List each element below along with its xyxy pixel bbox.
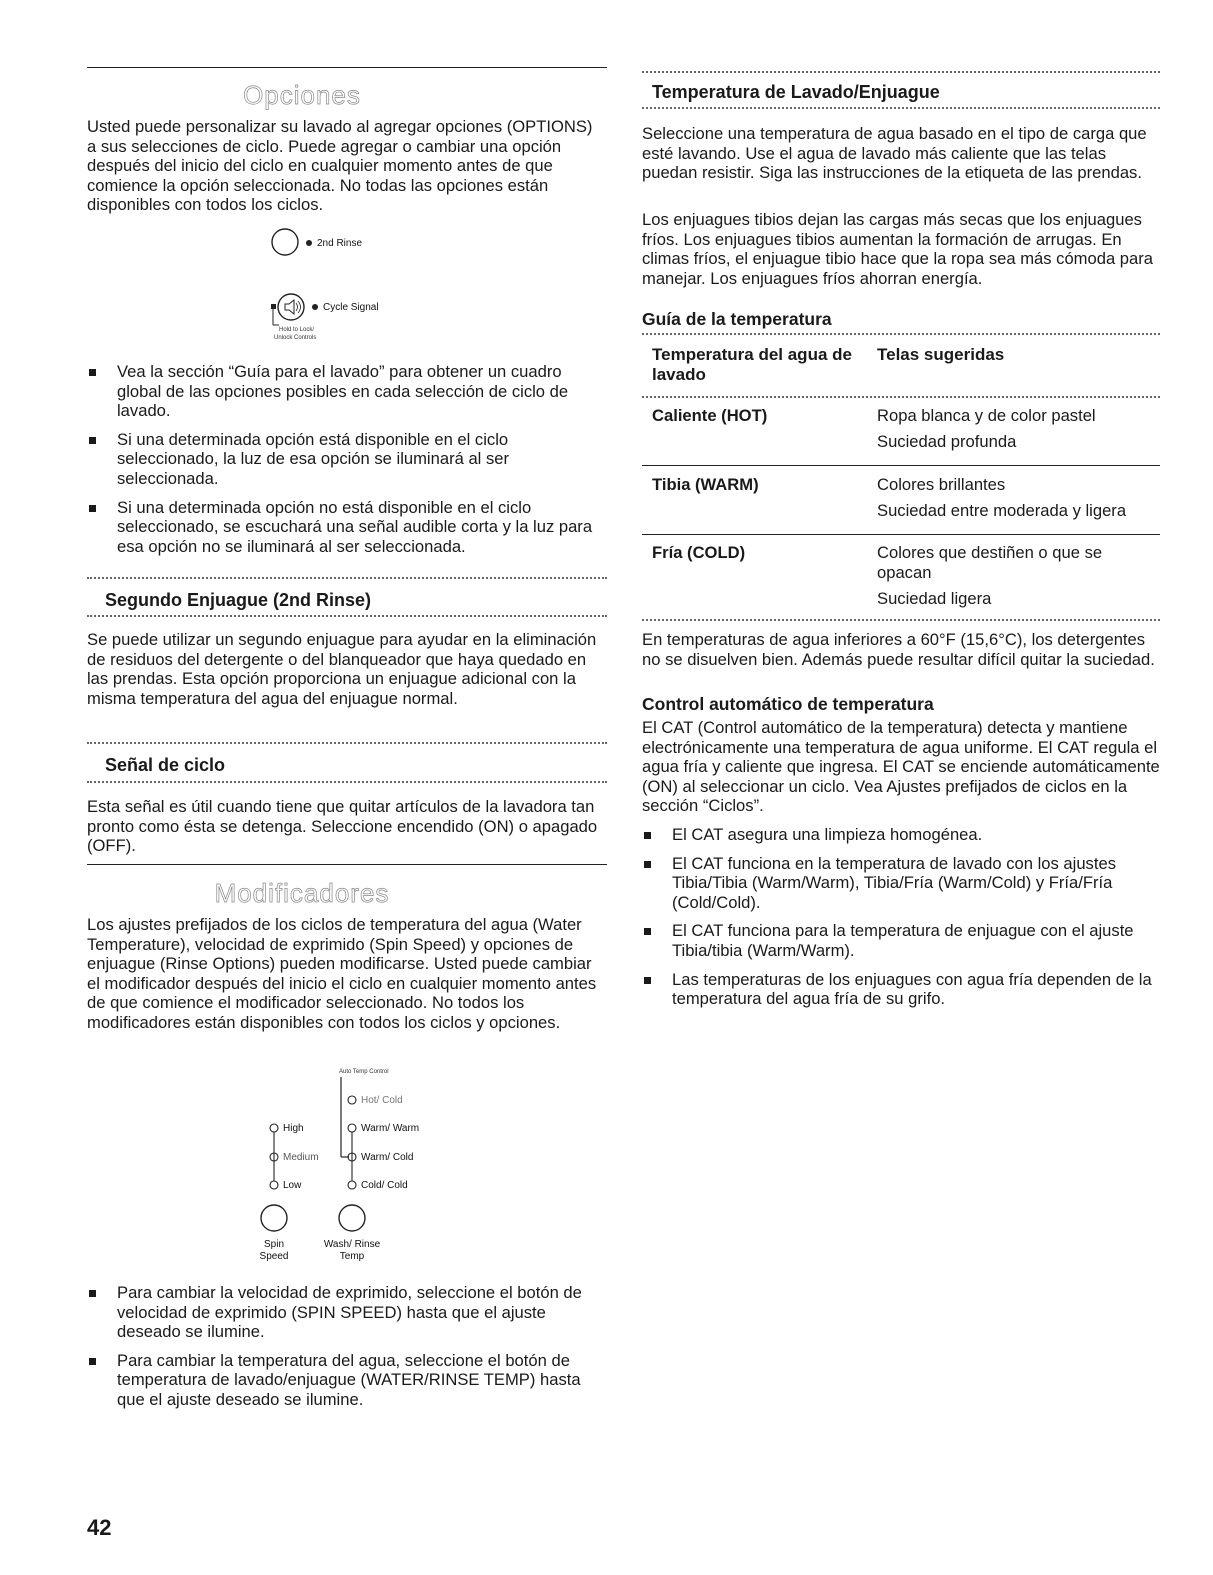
senal-ciclo-text: Esta señal es útil cuando tiene que quitar artículos de la lavadora tan pronto como ésta se detenga. Seleccione encendido (ON) o apagado (OFF). [87,797,598,856]
divider [87,864,607,865]
modificadores-bullets [87,1283,607,1410]
divider [642,534,1160,535]
divider [87,67,607,68]
guia-temperatura-heading: Guía de la temperatura [642,309,832,329]
divider [642,396,1160,398]
wash-rinse-temp-button-icon [339,1205,365,1231]
divider [87,615,607,617]
temperatura-p2: Los enjuagues tibios dejan las cargas más secas que los enjuagues fríos. Los enjuagues tibios aumentan la formación de arrugas. En climas fríos, el enjuague tibio hace que la ropa sea más cómoda para manejar. Los enjuagues fríos ahorran energía. [642,210,1154,288]
temperature-note: En temperaturas de agua inferiores a 60°F (15,6°C), los detergentes no se disuelven bien. Además puede resultar difícil quitar la suciedad. [642,630,1155,669]
cat-heading: Control automático de temperatura [642,694,934,714]
divider [642,107,1160,109]
2nd-rinse-label: 2nd Rinse [317,238,363,249]
lock-icon [271,304,276,309]
wash-rinse-label: Wash/ Rinse [323,1239,381,1250]
divider [87,781,607,783]
temperatura-heading: Temperatura de Lavado/Enjuague [652,82,940,102]
divider [642,619,1160,621]
cat-text: El CAT (Control automático de la temperatura) detecta y mantiene electrónicamente una temperatura de agua uniforme. El CAT regula el agua fría y caliente que ingresa. El CAT se enciende automáticamente (ON) al seleccionar un ciclo. Vea Ajustes prefijados de ciclos en la sección “Ciclos”. [642,718,1160,816]
page-number: 42 [87,1515,112,1540]
table-cell-fabric: Suciedad entre moderada y ligera [877,501,1127,520]
list-item: Las temperaturas de los enjuagues con agua fría dependen de la temperatura del agua fría de su grifo. [642,970,1160,1009]
list-item: Para cambiar la velocidad de exprimido, seleccione el botón de velocidad de exprimido (SPIN SPEED) hasta que el ajuste deseado se ilumine. [87,1283,607,1342]
list-item: El CAT asegura una limpieza homogénea. [642,825,1160,845]
table-cell-temp: Tibia (WARM) [652,475,759,494]
speed-label: Speed [259,1251,289,1262]
opciones-bullets [87,362,607,556]
table-cell-fabric: Suciedad ligera [877,589,992,608]
cycle-signal-label: Cycle Signal [323,302,379,313]
senal-ciclo-heading: Señal de ciclo [105,755,226,775]
cat-bullets [642,825,1160,1009]
modificadores-heading: Modificadores [214,878,390,908]
list-item: El CAT funciona en la temperatura de lavado con los ajustes Tibia/Tibia (Warm/Warm), Tibia/Fría (Warm/Cold) y Fría/Fría (Cold/Cold). [642,854,1160,913]
temperatura-p1: Seleccione una temperatura de agua basado en el tipo de carga que esté lavando. Use el agua de lavado más caliente que las telas puedan resistir. Siga las instrucciones de la etiqueta de las prendas. [642,124,1147,183]
list-item: Vea la sección “Guía para el lavado” para obtener un cuadro global de las opciones posibles en cada selección de ciclo de lavado. [87,362,607,421]
unlock-controls-label: Unlock Controls [274,335,317,341]
list-item: El CAT funciona para la temperatura de enjuague con el ajuste Tibia/tibia (Warm/Warm). [642,921,1160,960]
cold-cold-label: Cold/ Cold [361,1180,408,1191]
divider [642,71,1160,73]
spin-label: Spin [263,1239,285,1250]
table-header-fabrics: Telas sugeridas [877,345,1005,364]
temp-label: Temp [339,1251,365,1262]
option-buttons-figure [267,225,467,350]
modifiers-figure [257,1065,457,1270]
hold-to-lock-label: Hold to Lock/ [279,327,315,333]
warm-warm-label: Warm/ Warm [361,1123,420,1134]
table-header-temp: Temperatura del agua de lavado [652,345,852,384]
table-cell-fabric: Colores brillantes [877,475,1006,494]
divider [642,465,1160,466]
spin-speed-button-icon [261,1205,287,1231]
opciones-intro: Usted puede personalizar su lavado al agregar opciones (OPTIONS) a sus selecciones de ciclo. Puede agregar o cambiar una opción después del inicio del ciclo en cualquier momento antes de que comience la opción seleccionada. No todas las opciones están disponibles con todos los ciclos. [87,117,593,215]
modificadores-intro: Los ajustes prefijados de los ciclos de temperatura del agua (Water Temperature), velocidad de exprimido (Spin Speed) y opciones de enjuague (Rinse Options) pueden modificarse. Usted puede cambiar el modificador después del inicio el ciclo en cualquier momento antes de que comience el modificador seleccionado. No todos los modificadores están disponibles con todos los ciclos y opciones. [87,915,597,1032]
medium-label: Medium [283,1152,319,1163]
table-cell-temp: Fría (COLD) [652,543,746,562]
list-item: Si una determinada opción está disponible en el ciclo seleccionado, la luz de esa opción se iluminará al ser seleccionada. [87,430,607,489]
table-cell-fabric: Ropa blanca y de color pastel [877,406,1096,425]
table-cell-fabric: Suciedad profunda [877,432,1017,451]
divider [87,742,607,744]
auto-temp-control-label: Auto Temp Control [339,1069,389,1075]
2nd-rinse-button-icon [272,229,298,255]
segundo-enjuague-heading: Segundo Enjuague (2nd Rinse) [105,590,372,610]
high-label: High [283,1123,304,1134]
table-cell-temp: Caliente (HOT) [652,406,768,425]
list-item: Para cambiar la temperatura del agua, seleccione el botón de temperatura de lavado/enjuague (WATER/RINSE TEMP) hasta que el ajuste deseado se ilumine. [87,1351,607,1410]
list-item: Si una determinada opción no está disponible en el ciclo seleccionado, se escuchará una señal audible corta y la luz para esa opción no se iluminará al ser seleccionada. [87,498,607,557]
warm-cold-label: Warm/ Cold [361,1152,414,1163]
hot-cold-label: Hot/ Cold [361,1095,403,1106]
opciones-heading: Opciones [243,80,361,110]
segundo-enjuague-text: Se puede utilizar un segundo enjuague para ayudar en la eliminación de residuos del detergente o del blanqueador que haya quedado en las prendas. Esta opción proporciona un enjuague adicional con la misma temperatura del agua del enjuague normal. [87,630,597,708]
table-cell-fabric: Colores que destiñen o que se opacan [877,543,1103,582]
divider [87,577,607,579]
divider [642,333,1160,335]
low-label: Low [283,1180,302,1191]
